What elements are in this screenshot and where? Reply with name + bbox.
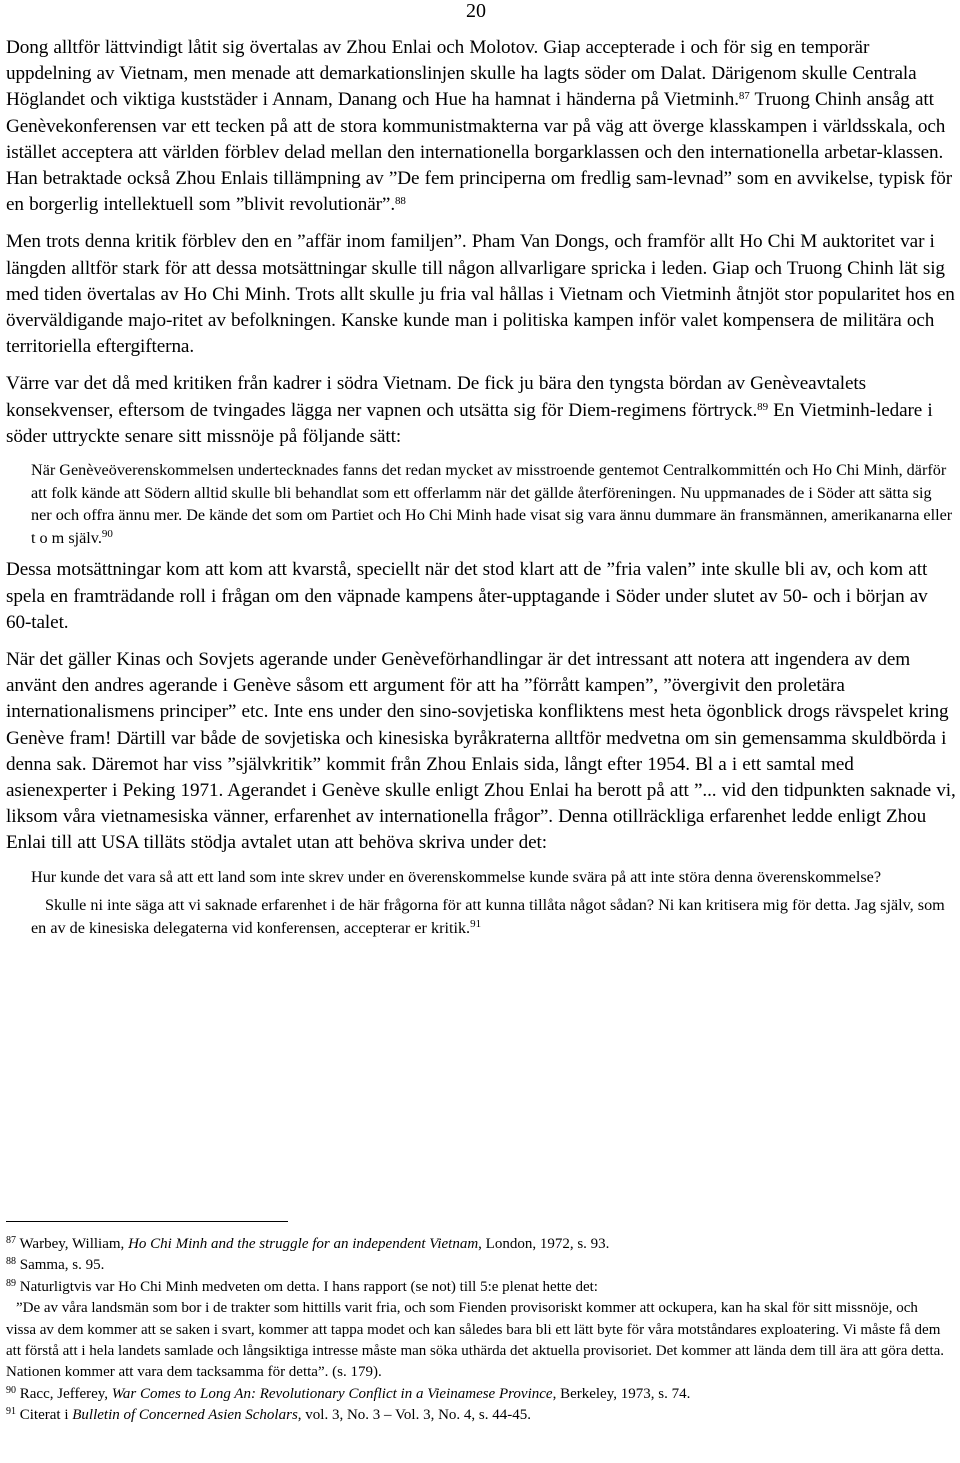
footnote-text: Racc, Jefferey,: [16, 1385, 112, 1402]
footnote-number: 89: [6, 1277, 16, 1289]
footnote-88: [6, 1255, 946, 1276]
footnote-text: Citerat i: [16, 1407, 73, 1424]
footnote-ref-90[interactable]: 90: [101, 527, 113, 540]
paragraph-1-text-a: Dong alltför lättvindigt låtit sig övertalas av Zhou Enlai och Molotov. Giap accepterade i och för sig en temporär uppdelning av Vietnam, men menade att demarkationslinjen skulle ha lagts söder om Dalat. Därigenom skulle Centrala Höglandet och viktiga kuststäder i Annam, Danang och Hue ha hamnat i händerna på Vietminh.: [6, 37, 917, 111]
footnote-number: 88: [6, 1256, 16, 1268]
footnote-number: 90: [6, 1384, 16, 1396]
footnote-text: , Berkeley, 1973, s. 74.: [552, 1385, 691, 1402]
footnote-title: War Comes to Long An: Revolutionary Conflict in a Vieinamese Province: [111, 1385, 553, 1402]
footnote-87: [6, 1234, 946, 1255]
footnote-number: 87: [6, 1235, 16, 1246]
block-quote-1-text: När Genèveöverenskommelsen undertecknades fanns det redan mycket av misstroende gentemot Centralkommittén och Ho Chi Minh, därför att folk kände att Södern alltid skulle bli behandlat som ett offerlamm när det gällde återföreningen. Nu uppmanades de i Söder att sätta sig ner och offra ännu mer. De kände det som om Partiet och Ho Chi Minh hade visat sig vara ännu dummare än fransmännen, amerikanarna eller t o m själv.: [31, 461, 953, 547]
block-quote-2: Hur kunde det vara så att ett land som inte skrev under en överenskommelse kunde svära på att inte störa denna överenskommelse?: [31, 867, 882, 886]
footnote-ref-91[interactable]: 91: [470, 917, 482, 930]
footnotes: [6, 1234, 946, 1427]
footnote-separator: [6, 1221, 288, 1222]
footnote-text: Naturligtvis var Ho Chi Minh medveten om detta. I hans rapport (se not) till 5:e plenat hette det:: [16, 1278, 598, 1295]
footnote-text: Samma, s. 95.: [16, 1257, 105, 1274]
footnote-text: Warbey, William,: [16, 1236, 129, 1252]
footnote-number: 91: [6, 1406, 16, 1418]
footnote-title: Ho Chi Minh and the struggle for an independent Vietnam: [128, 1236, 479, 1252]
footnote-ref-87[interactable]: 87: [738, 90, 750, 103]
footnote-ref-88[interactable]: 88: [395, 195, 406, 208]
paragraph-1-text-b: Truong Chinh ansåg att Genèvekonferensen var ett tecken på att de stora kommunistmakterna var på väg att överge klasskampen i världsskala, och istället acceptera att världen förblev delad mellan den internationella borgarklassen och den internationella arbetar-klassen. Han betraktade också Zhou Enlais tillämpning av ”De fem principerna om fredlig sam-levnad” som en avvikelse, typisk för en borgerlig intellektuell som ”blivit revolutionär”.: [6, 89, 953, 216]
paragraph-5: När det gäller Kinas och Sovjets agerande under Genèveförhandlingar är det intressant att notera att ingendera av dem använt den andres agerande i Genève såsom ett argument för att ha ”förrått kampen”, ”övergivit den proletära internationalismens principer” etc. Inte ens under den sino-sovjetiska konfliktens mest heta ögonblick drogs rävspelet kring Genève fram! Därtill var både de sovjetiska och kinesiska byråkraterna alltför medvetna om sin gemensamma skuldbörda i denna sak. Däremot har viss ”självkritik” kommit från Zhou Enlais sida, långt efter 1954. Bl a i ett samtal med asienexperter i Peking 1971. Agerandet i Genève skulle enligt Zhou Enlai ha berott på att ”... vid den tidpunkten saknade vi, liksom våra vietnamesiska vänner, erfarenhet av internationella frågor”. Denna otillräckliga erfarenhet ledde enligt Zhou Enlai till att USA tilläts stödja avtalet utan att behöva skriva under det:: [6, 649, 956, 854]
footnote-ref-89[interactable]: 89: [757, 400, 768, 413]
footnote-title: Bulletin of Concerned Asien Scholars: [72, 1407, 298, 1424]
footnote-text: , vol. 3, No. 3 – Vol. 3, No. 4, s. 44-45.: [297, 1407, 531, 1424]
footnote-text: , London, 1972, s. 93.: [478, 1236, 610, 1252]
paragraph-3-text-a: Värre var det då med kritiken från kadrer i södra Vietnam. De fick ju bära den tyngsta bördan av Genèveavtalets konsekvenser, eftersom de tvingades lägga ner vapnen och utsätta sig för Diem-regimens förtryck.: [6, 373, 866, 421]
footnote-89: [6, 1277, 946, 1298]
paragraph-2: Men trots denna kritik förblev den en ”affär inom familjen”. Pham Van Dongs, och framför allt Ho Chi M auktoritet var i längden alltför stark för att dessa motsättningar skulle till någon allvarligare spricka i leden. Giap och Truong Chinh lät sig med tiden övertalas av Ho Chi Minh. Trots allt skulle ju fria val hållas i Vietnam och Vietminh åtnjöt stor popularitet hos en överväldigande majo-ritet av befolkningen. Kanske kunde man i politiska kampen inför valet kompensera de militära och territoriella eftergifterna.: [6, 231, 955, 358]
footnote-91: [6, 1405, 946, 1426]
block-quote-1: [31, 459, 956, 549]
page-body: [6, 35, 956, 939]
footnote-90: [6, 1384, 946, 1405]
footnote-89-quote: ”De av våra landsmän som bor i de trakter som hittills varit fria, och som Fienden provisoriskt kommer att ockupera, kan ha skal för sitt missnöje, och vissa av dem kommer att se saken i svart, kommer att tappa modet och kan således bara bli ett lätt byte för våra motståndares exploatering. Vi måste få dem att förstå att i hela landets samlade och långsiktiga intresse måste man söka uthärda det aktuella provisoriet. Det kommer att lända dem till ära att göra detta. Nationen kommer att vara dem tacksamma för detta”. (s. 179).: [6, 1300, 945, 1381]
paragraph-3: [6, 371, 956, 450]
page-number: 20: [466, 0, 486, 22]
block-quote-3-text: Skulle ni inte säga att vi saknade erfarenhet i de här frågorna för att kunna tillåta något sådan? Ni kan kritisera mig för detta. Jag själv, som en av de kinesiska delegaterna vid konferensen, accepterar er kritik.: [31, 896, 945, 937]
paragraph-4: Dessa motsättningar kom att kom att kvarstå, speciellt när det stod klart att de ”fria valen” inte skulle bli av, och kom att spela en framträdande roll i frågan om den väpnade kampens åter-upptagande i Söder under slutet av 50- och i början av 60-talet.: [6, 559, 928, 633]
block-quote-3: [31, 894, 956, 939]
paragraph-1: [6, 35, 956, 218]
paragraph-3-text-b: En Vietminh-ledare i söder uttryckte senare sitt missnöje på följande sätt:: [6, 399, 933, 447]
